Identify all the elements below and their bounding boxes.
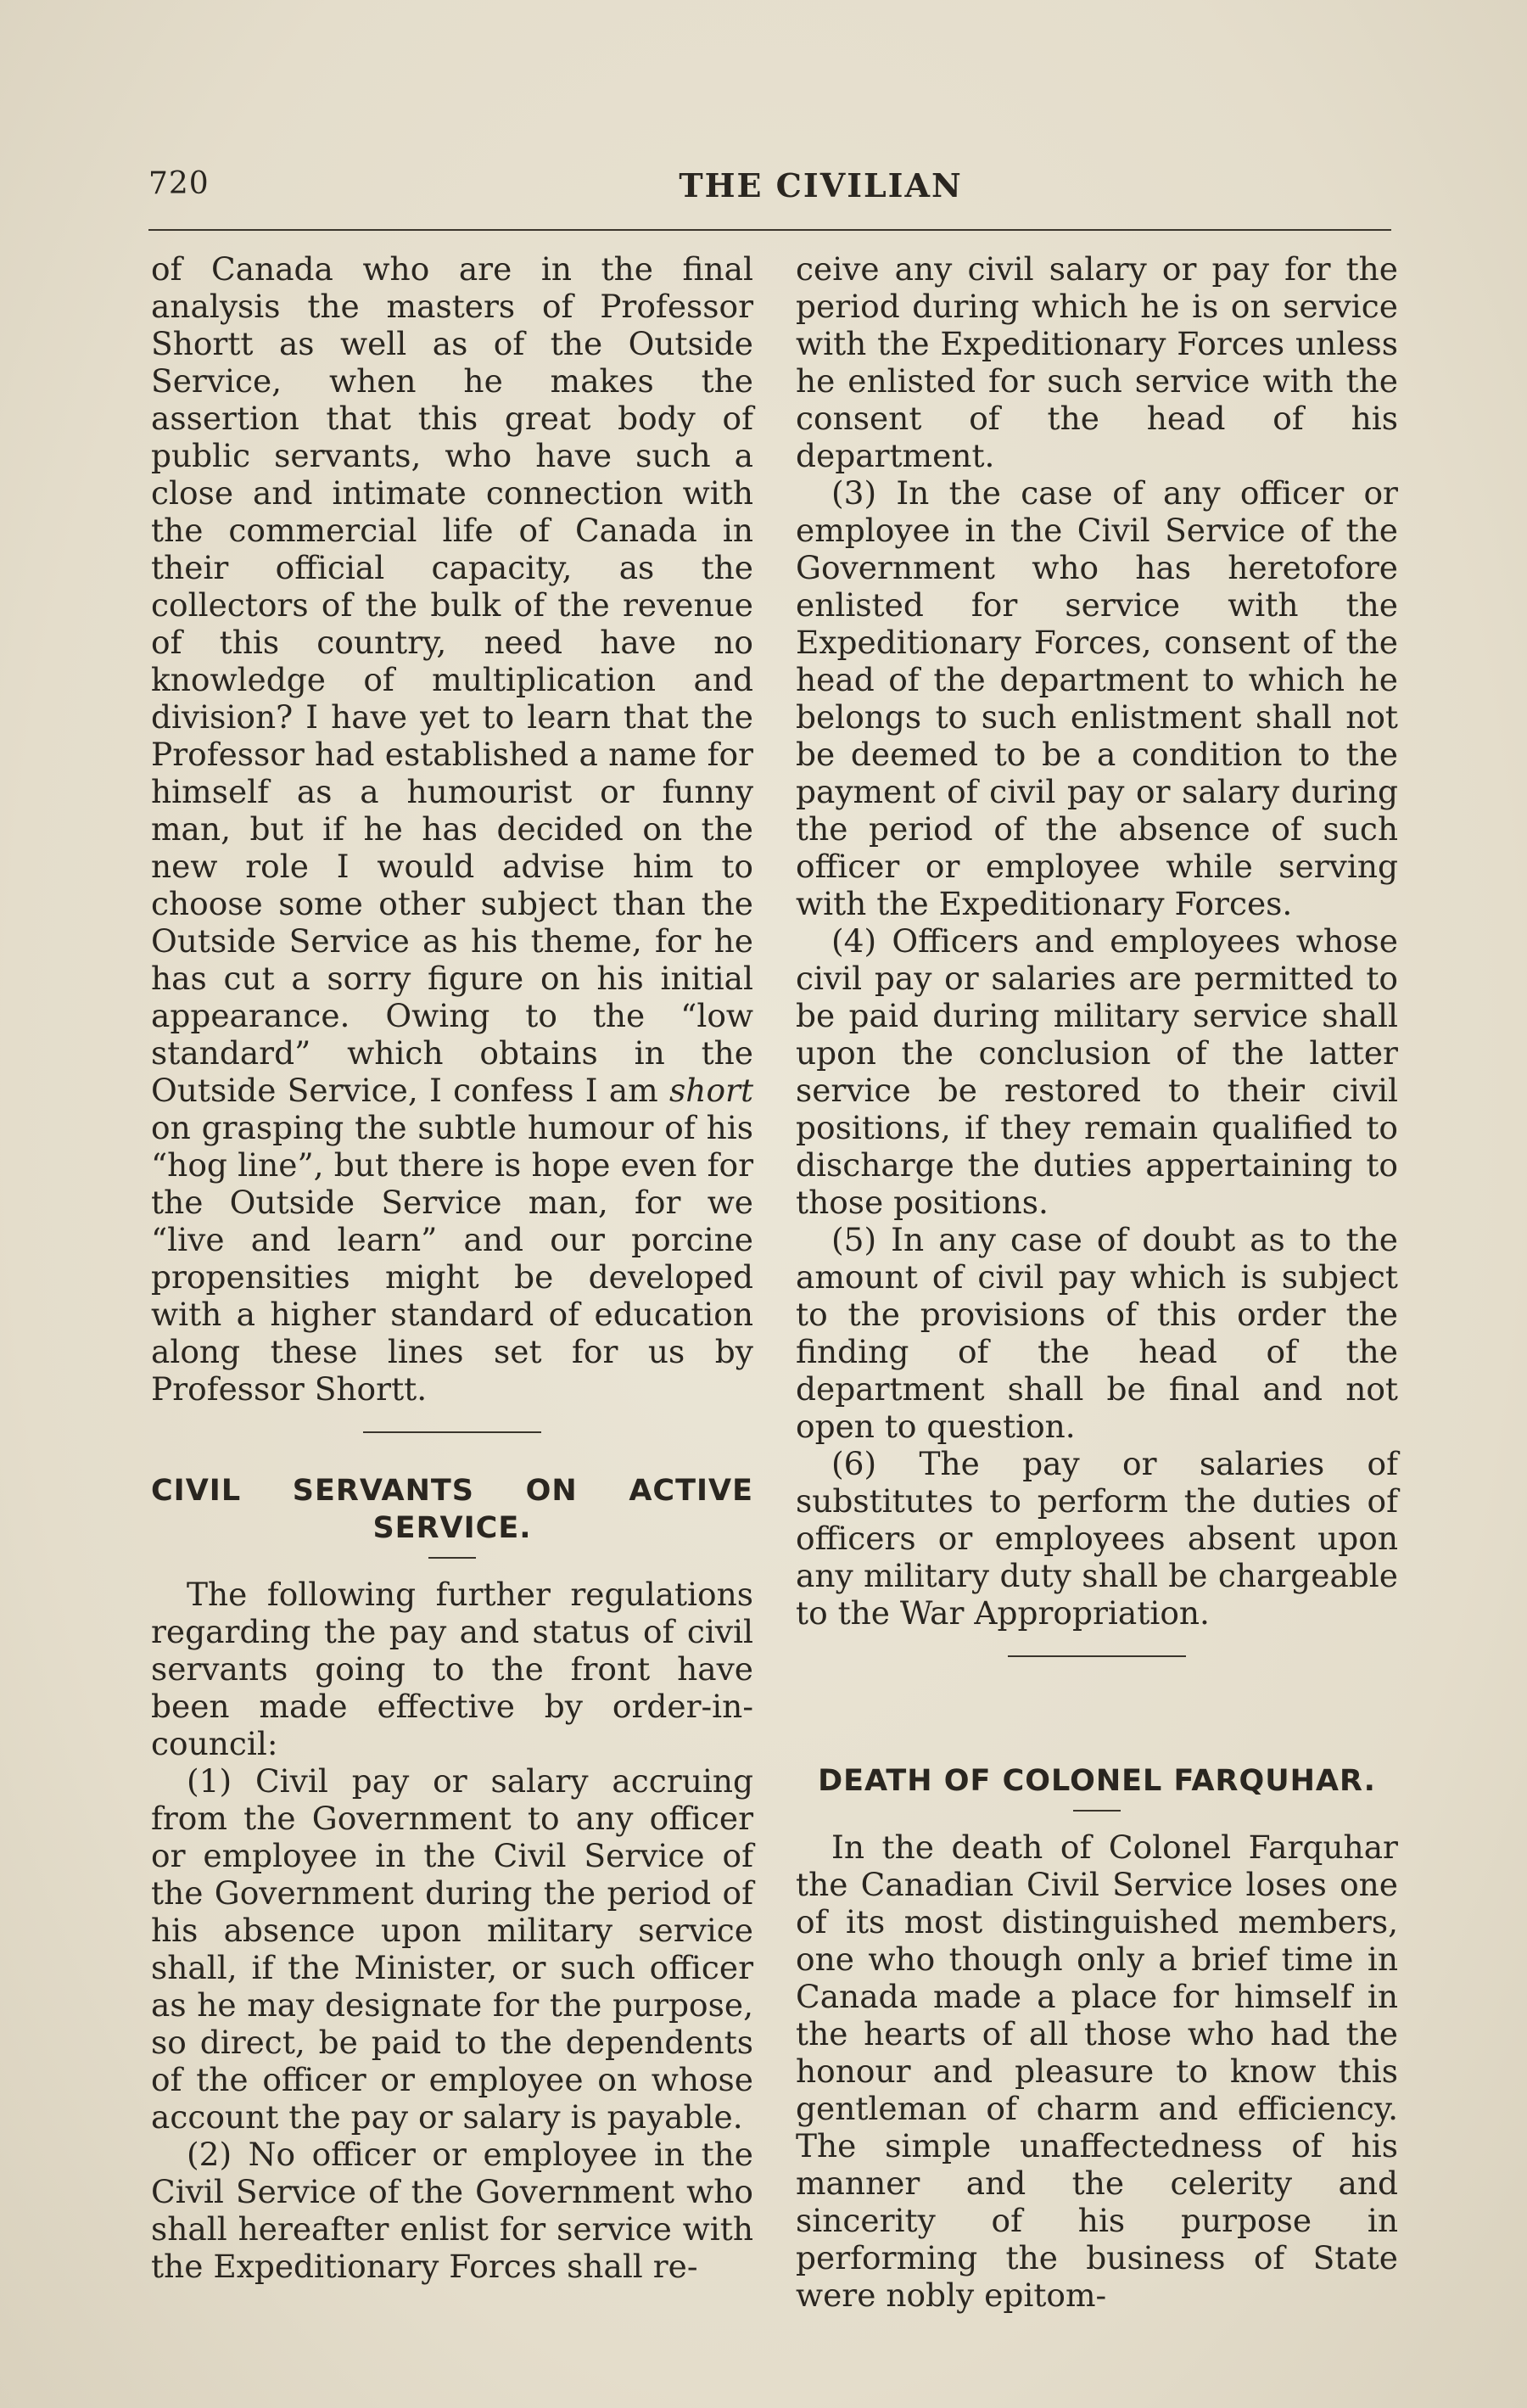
headline-rule — [428, 1557, 476, 1559]
right-column — [796, 250, 1398, 2314]
left-column — [151, 250, 753, 2285]
regulation-4: (4) Officers and employees whose civil pay or salaries are permitted to be paid during military service shall upon the conclusion of the latter service be restored to their civil positions, if they remain qualified to discharge the duties appertaining to those positions. — [796, 922, 1398, 1221]
obituary-headline: DEATH OF COLONEL FARQUHAR. — [818, 1764, 1376, 1798]
page-number: 720 — [148, 166, 210, 201]
intro-italic-word: short — [669, 1072, 754, 1109]
obituary-text: In the death of Colonel Farquhar the Canadian Civil Service loses one of its most distinguished members, one who though only a brief time in Canada made a place for himself in the hearts of all those who had the honour and pleasure to know this gentleman of charm and efficiency. The simple unaffectedness of his manner and the celerity and sincerity of his purpose in performing the business of State were nobly epitom- — [796, 1828, 1398, 2314]
intro-continuation: on grasping the subtle humour of his “hog line”, but there is hope even for the Outside Service man, for we “live and learn” and our porcine propensities might be developed with a higher standard of education along these lines set for us by Professor Shortt. — [151, 1109, 753, 1408]
regulation-1: (1) Civil pay or salary accruing from the Government to any officer or employee in the Civil Service of the Government during the period of his absence upon military service shall, if the Minister, or such officer as he may designate for the purpose, so direct, be paid to the dependents of the officer or employee on whose account the pay or salary is payable. — [151, 1762, 753, 2136]
running-title: THE CIVILIAN — [679, 166, 963, 204]
regulation-2-start: (2) No officer or employee in the Civil Service of the Government who shall hereafter enlist for service with the Expeditionary Forces shall re- — [151, 2136, 753, 2285]
regulation-5: (5) In any case of doubt as to the amount of civil pay which is subject to the provisions of this order the finding of the head of the department shall be final and not open to question. — [796, 1221, 1398, 1445]
spacer — [796, 1696, 1398, 1762]
intro-text: of Canada who are in the final analysis the masters of Professor Shortt as well as of the Outside Service, when he makes the assertion that this great body of public servants, who have such a close and intimate connection with the commercial life of Canada in their official capacity, as the collectors of the bulk of the revenue of this country, need have no knowledge of multiplication and division? I have yet to learn that the Professor had established a name for himself as a humourist or funny man, but if he has decided on the new role I would advise him to choose some other subject than the Outside Service as his theme, for he has cut a sorry figure on his initial appearance. Owing to the “low standard” which obtains in the Outside Service, I confess I am — [151, 250, 753, 1109]
regulation-3: (3) In the case of any officer or employee in the Civil Service of the Government who has heretofore enlisted for service with the Expeditionary Forces, consent of the head of the department to which he belongs to such enlistment shall not be deemed to be a condition to the payment of civil pay or salary during the period of the absence of such officer or employee while serving with the Expeditionary Forces. — [796, 474, 1398, 922]
intro-paragraph — [151, 250, 753, 1408]
regulation-2-end: ceive any civil salary or pay for the period during which he is on service with the Expeditionary Forces unless he enlisted for such service with the consent of the head of his department. — [796, 250, 1398, 474]
section-divider — [363, 1431, 541, 1433]
headline-rule — [1073, 1810, 1121, 1812]
article-headline: CIVIL SERVANTS ON ACTIVE SERVICE. — [151, 1474, 753, 1545]
article-lead: The following further regulations regarding the pay and status of civil servants going to the front have been made effective by order-in-council: — [151, 1576, 753, 1762]
header-rule — [148, 229, 1391, 231]
page-header — [148, 161, 1391, 212]
regulation-6: (6) The pay or salaries of substitutes to perform the duties of officers or employees absent upon any military duty shall be chargeable to the War Appropriation. — [796, 1445, 1398, 1632]
section-divider — [1008, 1655, 1186, 1657]
